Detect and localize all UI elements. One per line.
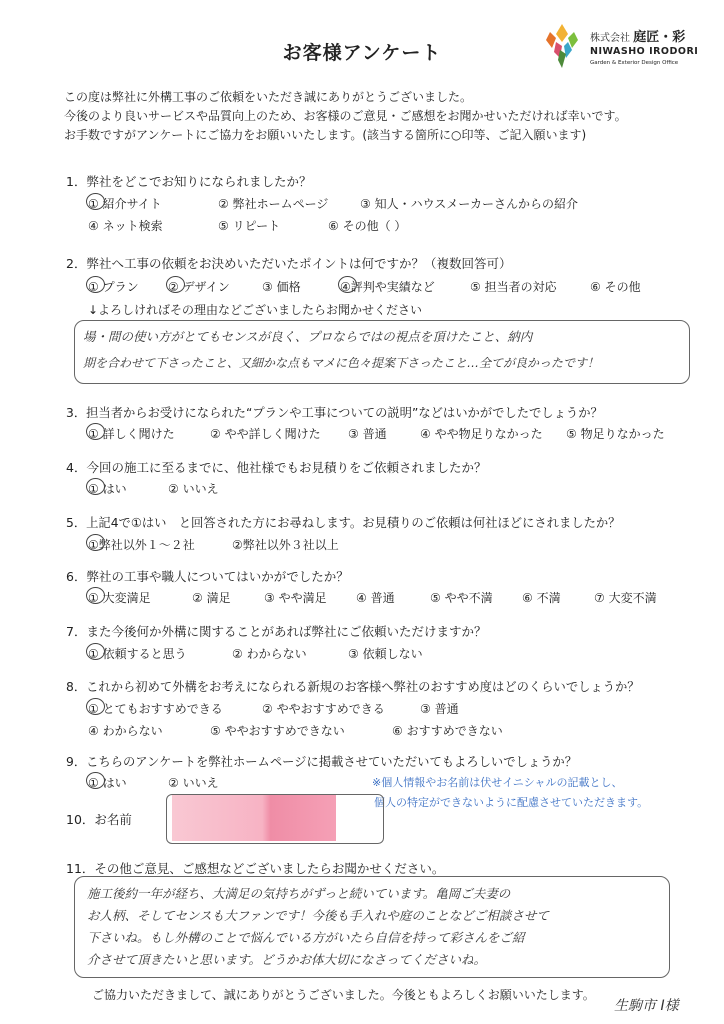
selection-circle xyxy=(86,478,105,495)
q2-option[interactable]: ① プラン xyxy=(88,280,139,294)
q8-option[interactable]: ③ 普通 xyxy=(420,702,459,716)
q8-option[interactable]: ② ややおすすめできる xyxy=(262,702,385,716)
intro-line: 今後のより良いサービスや品質向上のため、お客様のご意見・ご感想をお聞かせいただければ幸いです。 xyxy=(64,109,627,123)
q3-option[interactable]: ② やや詳しく聞けた xyxy=(210,427,321,441)
selection-circle xyxy=(338,276,357,293)
q6-option[interactable]: ⑤ やや不満 xyxy=(430,591,493,605)
q1-option[interactable]: ① 紹介サイト xyxy=(88,197,162,211)
q6-question: 6．弊社の工事や職人についてはいかがでしたか？ xyxy=(66,569,349,584)
q6-option[interactable]: ② 満足 xyxy=(192,591,231,605)
q4-option[interactable]: ② いいえ xyxy=(168,482,219,496)
selection-circle xyxy=(86,534,105,551)
q11-answer-box[interactable] xyxy=(74,876,670,978)
q11-question: 11．その他ご意見、ご感想などございましたらお聞かせください。 xyxy=(66,861,445,876)
q7-option[interactable]: ③ 依頼しない xyxy=(348,647,423,661)
q3-option[interactable]: ① 詳しく聞けた xyxy=(88,427,175,441)
company-name: 株式会社 庭匠・彩 xyxy=(590,30,686,45)
q6-option[interactable]: ⑥ 不満 xyxy=(522,591,561,605)
company-logo-icon xyxy=(542,20,582,70)
q3-option[interactable]: ④ やや物足りなかった xyxy=(420,427,543,441)
intro-text xyxy=(64,88,627,145)
signature: 生駒市 I様 xyxy=(614,998,679,1014)
q8-option[interactable]: ④ わからない xyxy=(88,724,163,738)
q11-answer-line: 介させて頂きたいと思います。どうかお体大切になさってくださいね。 xyxy=(87,952,487,967)
q5-question: 5．上記4で①はい と回答された方にお尋ねします。お見積りのご依頼は何社ほどにされましたか？ xyxy=(66,516,621,530)
q1-option[interactable]: ⑤ リピート xyxy=(218,219,281,233)
q3-question: 3．担当者からお受けになられた“プランや工事についての説明”などはいかがでしたでしょうか？ xyxy=(66,406,603,420)
q3-option[interactable]: ⑤ 物足りなかった xyxy=(566,427,665,441)
q5-option[interactable]: ②弊社以外３社以上 xyxy=(232,538,339,552)
q4-question: 4．今回の施工に至るまでに、他社様でもお見積りをご依頼されましたか？ xyxy=(66,460,487,475)
closing-text: ご協力いただきまして、誠にありがとうございました。今後ともよろしくお願いいたします。 xyxy=(92,988,595,1002)
company-tagline: Garden & Exterior Design Office xyxy=(590,60,679,66)
privacy-note-line: 個人の特定ができないように配慮させていただきます。 xyxy=(374,796,649,809)
intro-line: この度は弊社に外構工事のご依頼をいただき誠にありがとうございました。 xyxy=(64,90,473,104)
selection-circle xyxy=(86,276,105,293)
q2-option[interactable]: ② デザイン xyxy=(168,280,230,294)
q2-answer-line: 場・間の使い方がとてもセンスが良く、プロならではの視点を頂けたこと、納内 xyxy=(83,329,533,344)
q2-option[interactable]: ⑥ その他 xyxy=(590,280,641,294)
q1-option[interactable]: ⑥ その他（ ） xyxy=(328,219,407,233)
selection-circle xyxy=(86,193,105,210)
q6-option[interactable]: ④ 普通 xyxy=(356,591,395,605)
q2-question: 2．弊社へ工事の依頼をお決めいただいたポイントは何ですか？（複数回答可） xyxy=(66,256,512,271)
page-title: お客様アンケート xyxy=(282,42,442,64)
q2-answer-box[interactable] xyxy=(74,320,690,384)
q9-question: 9．こちらのアンケートを弊社ホームページに掲載させていただいてもよろしいでしょうか？ xyxy=(66,755,578,769)
q1-option[interactable]: ③ 知人・ハウスメーカーさんからの紹介 xyxy=(360,197,578,211)
q11-answer-line: お人柄、そしてセンスも大ファンです！今後も手入れや庭のことなどご相談させて xyxy=(87,908,549,923)
privacy-note xyxy=(372,773,648,813)
q9-option[interactable]: ① はい xyxy=(88,776,127,790)
q8-option[interactable]: ① とてもおすすめできる xyxy=(88,702,223,716)
q2-option[interactable]: ③ 価格 xyxy=(262,280,301,294)
q2-option[interactable]: ⑤ 担当者の対応 xyxy=(470,280,557,294)
q3-option[interactable]: ③ 普通 xyxy=(348,427,387,441)
intro-line: お手数ですがアンケートにご協力をお願いいたします。(該当する箇所に○印等、ご記入願います) xyxy=(64,128,587,142)
q7-option[interactable]: ① 依頼すると思う xyxy=(88,647,187,661)
q2-answer-line: 期を合わせて下さったこと、又細かな点もマメに色々提案下さったこと…全てが良かったです！ xyxy=(83,356,600,370)
q5-option[interactable]: ①弊社以外１～２社 xyxy=(88,538,195,552)
q6-option[interactable]: ⑦ 大変不満 xyxy=(594,591,657,605)
selection-circle xyxy=(166,276,185,293)
redacted-name xyxy=(172,795,336,841)
selection-circle xyxy=(86,643,105,660)
q1-option[interactable]: ② 弊社ホームページ xyxy=(218,197,329,211)
selection-circle xyxy=(86,587,105,604)
q4-option[interactable]: ① はい xyxy=(88,482,127,496)
selection-circle xyxy=(86,698,105,715)
q6-option[interactable]: ① 大変満足 xyxy=(88,591,151,605)
q8-option[interactable]: ⑥ おすすめできない xyxy=(392,724,503,738)
q1-question: 1．弊社をどこでお知りになられましたか？ xyxy=(66,174,312,189)
q8-option[interactable]: ⑤ ややおすすめできない xyxy=(210,724,345,738)
selection-circle xyxy=(86,772,105,789)
q9-option[interactable]: ② いいえ xyxy=(168,776,219,790)
q2-option[interactable]: ④評判や実績など xyxy=(340,280,435,294)
q10-label: 10．お名前 xyxy=(66,812,132,827)
q11-answer xyxy=(87,883,549,971)
q6-option[interactable]: ③ やや満足 xyxy=(264,591,327,605)
q11-answer-line: 下さいね。もし外構のことで悩んでいる方がいたら自信を持って彩さんをご紹 xyxy=(87,930,525,945)
q1-option[interactable]: ④ ネット検索 xyxy=(88,219,163,233)
q2-subprompt: ↓よろしければその理由などございましたらお聞かせください xyxy=(88,303,423,317)
q7-option[interactable]: ② わからない xyxy=(232,647,307,661)
q7-question: 7．また今後何か外構に関することがあれば弊社にご依頼いただけますか？ xyxy=(66,624,487,639)
q11-answer-line: 施工後約一年が経ち、大満足の気持ちがずっと続いています。亀岡ご夫妻の xyxy=(87,886,511,901)
company-romaji: NIWASHO IRODORI xyxy=(590,46,699,57)
q8-question: 8．これから初めて外構をお考えになられる新規のお客様へ弊社のおすすめ度はどのくらいでしょうか？ xyxy=(66,680,640,694)
selection-circle xyxy=(86,423,105,440)
privacy-note-line: ※個人情報やお名前は伏せイニシャルの記載とし、 xyxy=(372,776,623,789)
